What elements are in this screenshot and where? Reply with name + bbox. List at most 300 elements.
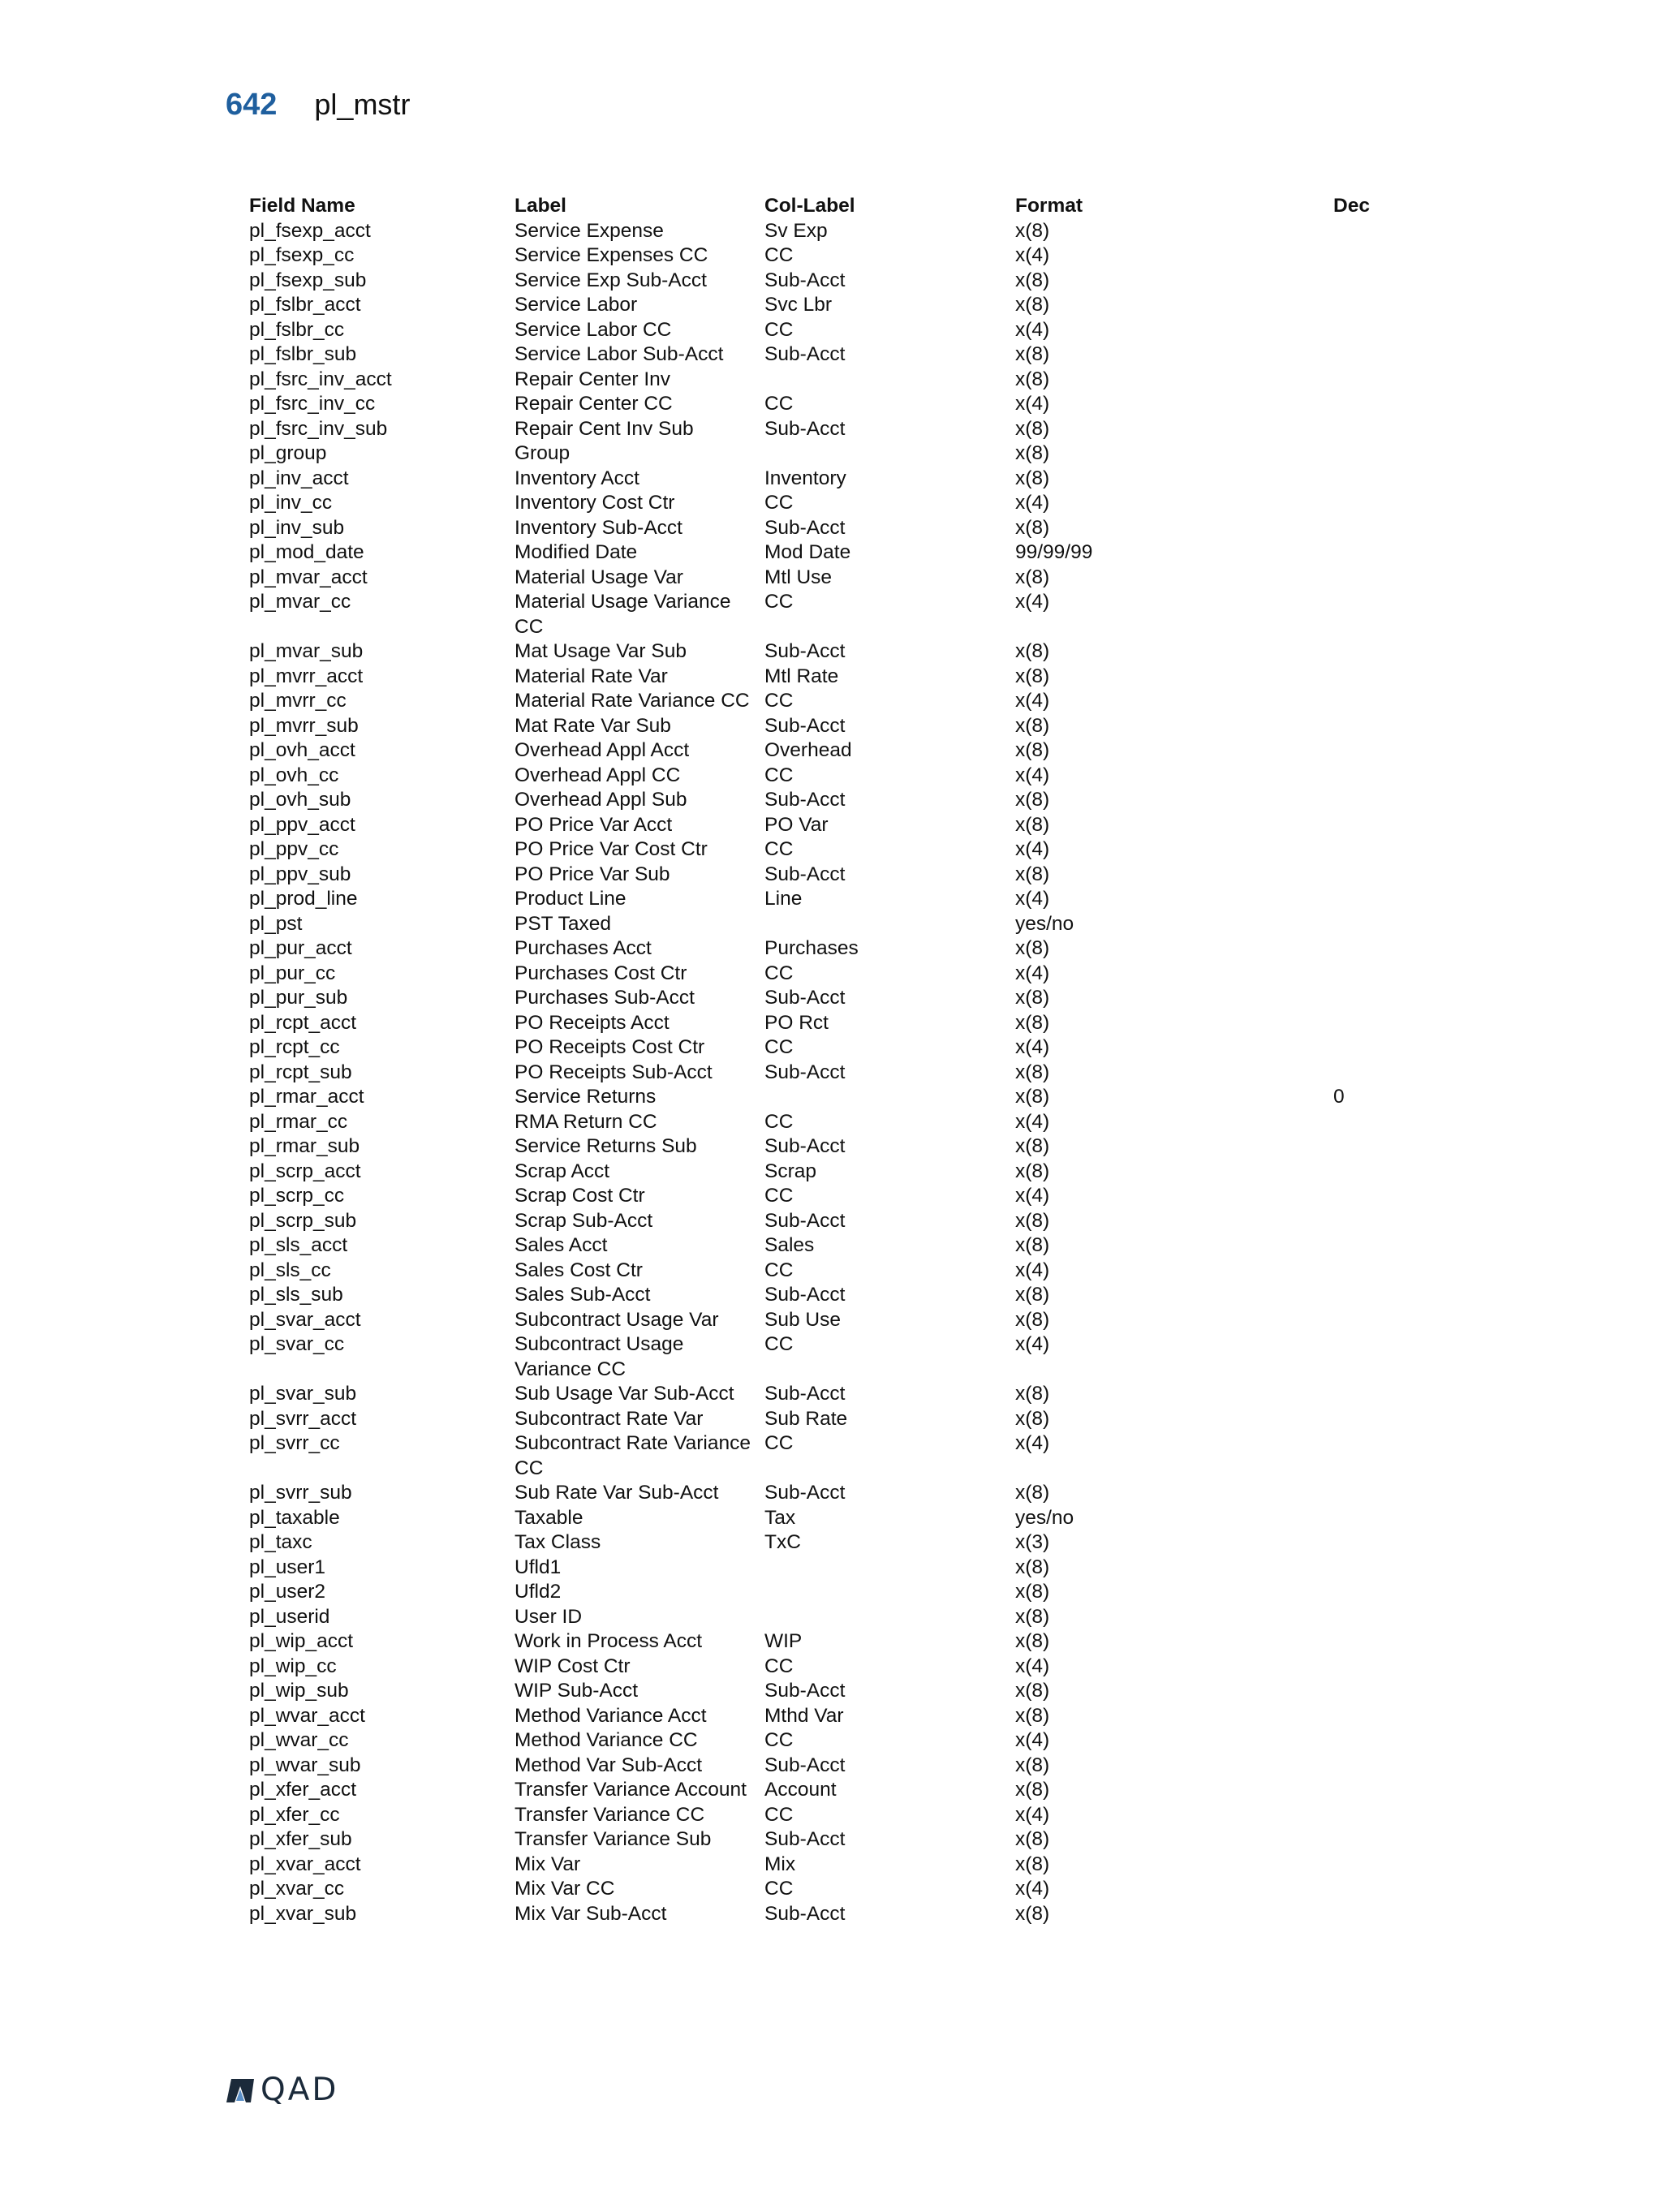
cell-label: Sales Cost Ctr [515, 1259, 643, 1281]
cell-dec [1333, 1134, 1385, 1160]
table-row [249, 837, 1385, 863]
cell-col-label: PO Var [764, 813, 829, 836]
cell-col-label: Inventory [764, 467, 846, 489]
cell-field-name: pl_svrr_cc [249, 1432, 340, 1454]
table-row [249, 1679, 1385, 1704]
cell-format: x(8) [1015, 566, 1050, 588]
cell-field-name: pl_xfer_sub [249, 1828, 352, 1850]
cell-label: Mix Var CC [515, 1878, 615, 1900]
cell-label: WIP Sub-Acct [515, 1680, 639, 1702]
cell-col-label: Mtl Use [764, 566, 833, 588]
cell-field-name: pl_mvrr_acct [249, 665, 364, 687]
cell-format: x(8) [1015, 1209, 1050, 1232]
cell-col-label [764, 441, 1015, 467]
cell-format: x(4) [1015, 1878, 1050, 1900]
cell-col-label [764, 1085, 1015, 1110]
cell-label: Overhead Appl CC [515, 764, 681, 786]
cell-col-label: Sv Exp [764, 219, 828, 242]
cell-col-label: Sub-Acct [764, 1902, 846, 1925]
cell-dec [1333, 1877, 1385, 1902]
cell-dec [1333, 368, 1385, 393]
cell-format: x(8) [1015, 1556, 1050, 1578]
cell-format: x(4) [1015, 1655, 1050, 1677]
cell-col-label: TxC [764, 1531, 801, 1553]
cell-dec [1333, 1061, 1385, 1086]
cell-dec [1333, 689, 1385, 714]
cell-field-name: pl_xvar_acct [249, 1853, 361, 1875]
cell-format: x(4) [1015, 1333, 1050, 1355]
table-row [249, 540, 1385, 566]
cell-format: x(8) [1015, 665, 1050, 687]
cell-dec [1333, 1407, 1385, 1432]
page-title: pl_mstr [314, 88, 411, 121]
cell-col-label: Sub-Acct [764, 1061, 846, 1083]
cell-format: x(4) [1015, 1803, 1050, 1826]
table-row [249, 936, 1385, 962]
cell-format: 99/99/99 [1015, 541, 1093, 563]
cell-format: x(8) [1015, 417, 1050, 440]
cell-dec [1333, 1011, 1385, 1036]
cell-label: Overhead Appl Sub [515, 789, 687, 811]
cell-format: x(8) [1015, 714, 1050, 737]
cell-dec [1333, 1184, 1385, 1209]
cell-field-name: pl_user1 [249, 1556, 325, 1578]
table-row [249, 1827, 1385, 1853]
cell-label: Service Expenses CC [515, 244, 708, 266]
cell-col-label: Sales [764, 1234, 815, 1256]
qad-logo-icon [225, 2076, 256, 2104]
cell-dec [1333, 665, 1385, 690]
table-row [249, 1530, 1385, 1556]
cell-label: Service Expense [515, 219, 664, 242]
table-row [249, 1407, 1385, 1432]
table-row [249, 1629, 1385, 1655]
cell-dec [1333, 417, 1385, 442]
cell-label: Group [515, 442, 571, 464]
cell-dec [1333, 1233, 1385, 1259]
cell-format: x(8) [1015, 1779, 1050, 1801]
cell-format: x(8) [1015, 1680, 1050, 1702]
column-header-col-label: Col-Label [764, 195, 855, 217]
cell-field-name: pl_wvar_sub [249, 1754, 361, 1776]
cell-label: Purchases Sub-Acct [515, 987, 695, 1009]
cell-dec [1333, 912, 1385, 937]
cell-field-name: pl_rcpt_acct [249, 1011, 357, 1034]
cell-col-label: Mix [764, 1853, 796, 1875]
cell-label: PO Receipts Sub-Acct [515, 1061, 713, 1083]
cell-label: Purchases Cost Ctr [515, 962, 687, 984]
cell-dec [1333, 1110, 1385, 1135]
cell-dec [1333, 1655, 1385, 1680]
cell-label: Subcontract Usage Var [515, 1308, 719, 1331]
table-body [249, 219, 1385, 1927]
cell-format: x(8) [1015, 368, 1050, 390]
cell-format: x(8) [1015, 1853, 1050, 1875]
cell-col-label: Sub-Acct [764, 1284, 846, 1306]
table-row [249, 1754, 1385, 1779]
field-table [249, 194, 1385, 1926]
table-row [249, 1011, 1385, 1036]
cell-col-label: Sub-Acct [764, 863, 846, 885]
cell-field-name: pl_mvrr_sub [249, 714, 359, 737]
cell-col-label: Sub-Acct [764, 1754, 846, 1776]
cell-dec [1333, 219, 1385, 244]
cell-dec [1333, 1209, 1385, 1234]
cell-field-name: pl_inv_acct [249, 467, 349, 489]
cell-label: PO Price Var Sub [515, 863, 670, 885]
cell-col-label: Sub Use [764, 1308, 841, 1331]
cell-format: x(8) [1015, 1754, 1050, 1776]
cell-dec [1333, 1728, 1385, 1754]
cell-col-label: Sub-Acct [764, 789, 846, 811]
cell-format: x(8) [1015, 1482, 1050, 1504]
cell-label: Inventory Sub-Acct [515, 516, 682, 539]
cell-dec [1333, 540, 1385, 566]
cell-field-name: pl_sls_cc [249, 1259, 331, 1281]
cell-dec [1333, 1803, 1385, 1828]
cell-format: x(8) [1015, 987, 1050, 1009]
table-row [249, 738, 1385, 764]
table-row [249, 1134, 1385, 1160]
cell-label: Material Usage Var [515, 566, 683, 588]
cell-label: Mix Var [515, 1853, 581, 1875]
cell-field-name: pl_mvar_cc [249, 591, 351, 613]
cell-dec [1333, 1259, 1385, 1284]
table-row [249, 342, 1385, 368]
cell-col-label: CC [764, 1185, 794, 1207]
cell-label: Product Line [515, 888, 626, 910]
cell-label: User ID [515, 1605, 583, 1628]
cell-col-label: Line [764, 888, 803, 910]
table-row [249, 1556, 1385, 1581]
cell-label: Overhead Appl Acct [515, 739, 690, 761]
cell-dec [1333, 1035, 1385, 1061]
table-row [249, 590, 1385, 639]
cell-dec [1333, 342, 1385, 368]
cell-label: Sales Sub-Acct [515, 1284, 651, 1306]
cell-dec [1333, 936, 1385, 962]
cell-col-label: Tax [764, 1506, 796, 1529]
cell-format: x(8) [1015, 1902, 1050, 1925]
table-row [249, 467, 1385, 492]
cell-format: x(8) [1015, 1308, 1050, 1331]
cell-label: WIP Cost Ctr [515, 1655, 631, 1677]
cell-col-label: Sub-Acct [764, 1828, 846, 1850]
cell-field-name: pl_inv_cc [249, 492, 333, 514]
cell-col-label: CC [764, 1333, 794, 1355]
cell-field-name: pl_svar_cc [249, 1333, 345, 1355]
cell-col-label: CC [764, 962, 794, 984]
cell-dec [1333, 1332, 1385, 1382]
cell-label: Subcontract Usage Variance CC [515, 1333, 684, 1380]
cell-field-name: pl_rmar_sub [249, 1135, 360, 1157]
cell-format: yes/no [1015, 1506, 1074, 1529]
cell-label: Transfer Variance Account [515, 1779, 747, 1801]
table-row [249, 441, 1385, 467]
cell-dec [1333, 738, 1385, 764]
cell-dec [1333, 837, 1385, 863]
table-row [249, 1853, 1385, 1878]
cell-label: Method Variance Acct [515, 1704, 707, 1727]
cell-col-label: Sub-Acct [764, 1209, 846, 1232]
cell-dec [1333, 863, 1385, 888]
cell-field-name: pl_user2 [249, 1581, 325, 1603]
cell-dec [1333, 1160, 1385, 1185]
cell-label: Ufld1 [515, 1556, 562, 1578]
table-row [249, 986, 1385, 1011]
cell-field-name: pl_scrp_cc [249, 1185, 345, 1207]
table-row [249, 1778, 1385, 1803]
cell-col-label: Purchases [764, 937, 859, 959]
table-row [249, 1160, 1385, 1185]
cell-format: x(8) [1015, 1828, 1050, 1850]
table-row [249, 788, 1385, 813]
cell-format: x(4) [1015, 962, 1050, 984]
cell-field-name: pl_svrr_sub [249, 1482, 352, 1504]
qad-logo [225, 2072, 338, 2108]
cell-col-label [764, 1605, 1015, 1630]
cell-field-name: pl_svrr_acct [249, 1407, 357, 1430]
cell-format: yes/no [1015, 912, 1074, 935]
cell-field-name: pl_wvar_acct [249, 1704, 365, 1727]
table-row [249, 1209, 1385, 1234]
table-row [249, 1506, 1385, 1531]
table-row [249, 1035, 1385, 1061]
cell-dec [1333, 243, 1385, 269]
cell-format: x(4) [1015, 1185, 1050, 1207]
cell-label: Mat Usage Var Sub [515, 640, 687, 662]
cell-label: Method Var Sub-Acct [515, 1754, 703, 1776]
cell-dec [1333, 1382, 1385, 1407]
cell-col-label: CC [764, 838, 794, 860]
cell-label: Scrap Cost Ctr [515, 1185, 645, 1207]
cell-col-label: Scrap [764, 1160, 817, 1182]
cell-col-label: CC [764, 244, 794, 266]
table-row [249, 1382, 1385, 1407]
cell-format: x(8) [1015, 1011, 1050, 1034]
cell-format: x(4) [1015, 318, 1050, 341]
cell-col-label: Sub-Acct [764, 987, 846, 1009]
cell-col-label: Sub-Acct [764, 269, 846, 291]
cell-col-label: CC [764, 764, 794, 786]
cell-label: Purchases Acct [515, 937, 652, 959]
cell-format: x(4) [1015, 393, 1050, 415]
cell-format: x(4) [1015, 764, 1050, 786]
table-row [249, 1259, 1385, 1284]
table-row [249, 1061, 1385, 1086]
column-header-field-name: Field Name [249, 195, 355, 217]
cell-col-label: WIP [764, 1630, 803, 1652]
cell-format: x(8) [1015, 294, 1050, 316]
cell-dec [1333, 1754, 1385, 1779]
cell-format: x(8) [1015, 1234, 1050, 1256]
cell-field-name: pl_userid [249, 1605, 330, 1628]
cell-label: Tax Class [515, 1531, 601, 1553]
cell-label: Repair Center Inv [515, 368, 671, 390]
cell-label: Work in Process Acct [515, 1630, 703, 1652]
cell-format: x(8) [1015, 343, 1050, 365]
logo-text: QAD [260, 2072, 339, 2108]
cell-field-name: pl_mod_date [249, 541, 364, 563]
cell-label: RMA Return CC [515, 1110, 657, 1133]
table-row [249, 1704, 1385, 1729]
cell-field-name: pl_scrp_acct [249, 1160, 361, 1182]
cell-format: x(4) [1015, 244, 1050, 266]
cell-dec [1333, 491, 1385, 516]
cell-dec [1333, 1853, 1385, 1878]
cell-field-name: pl_ppv_sub [249, 863, 351, 885]
cell-field-name: pl_mvar_sub [249, 640, 364, 662]
cell-dec [1333, 1827, 1385, 1853]
cell-dec: 0 [1333, 1086, 1345, 1108]
cell-col-label: Mod Date [764, 541, 851, 563]
cell-dec [1333, 1530, 1385, 1556]
cell-field-name: pl_group [249, 442, 327, 464]
cell-format: x(8) [1015, 1581, 1050, 1603]
cell-label: Service Labor [515, 294, 638, 316]
table-row [249, 1283, 1385, 1308]
table-row [249, 1233, 1385, 1259]
cell-format: x(8) [1015, 863, 1050, 885]
cell-col-label: Mtl Rate [764, 665, 839, 687]
cell-format: x(4) [1015, 838, 1050, 860]
cell-col-label: Sub-Acct [764, 1680, 846, 1702]
cell-dec [1333, 1778, 1385, 1803]
cell-field-name: pl_xvar_cc [249, 1878, 345, 1900]
cell-format: x(8) [1015, 1160, 1050, 1182]
cell-label: PO Price Var Cost Ctr [515, 838, 708, 860]
cell-dec [1333, 318, 1385, 343]
cell-col-label: Sub Rate [764, 1407, 848, 1430]
cell-label: Sales Acct [515, 1234, 608, 1256]
cell-col-label: CC [764, 1729, 794, 1751]
cell-format: x(4) [1015, 1110, 1050, 1133]
cell-label: Material Usage Variance CC [515, 591, 731, 638]
cell-dec [1333, 639, 1385, 665]
cell-label: Inventory Cost Ctr [515, 492, 675, 514]
cell-col-label: Sub-Acct [764, 1482, 846, 1504]
table-row [249, 912, 1385, 937]
table-row [249, 1803, 1385, 1828]
cell-col-label: PO Rct [764, 1011, 829, 1034]
cell-col-label: Sub-Acct [764, 1135, 846, 1157]
cell-dec [1333, 392, 1385, 417]
cell-field-name: pl_wvar_cc [249, 1729, 349, 1751]
table-row [249, 1902, 1385, 1927]
cell-dec [1333, 1605, 1385, 1630]
cell-dec [1333, 467, 1385, 492]
cell-col-label: CC [764, 1432, 794, 1454]
cell-label: Transfer Variance CC [515, 1803, 705, 1826]
cell-field-name: pl_pur_sub [249, 987, 348, 1009]
table-row [249, 764, 1385, 789]
cell-format: x(8) [1015, 789, 1050, 811]
cell-dec [1333, 788, 1385, 813]
table-row [249, 269, 1385, 294]
cell-dec [1333, 1431, 1385, 1481]
cell-col-label: Mthd Var [764, 1704, 844, 1727]
cell-field-name: pl_scrp_sub [249, 1209, 357, 1232]
cell-label: PST Taxed [515, 912, 611, 935]
cell-format: x(4) [1015, 591, 1050, 613]
cell-col-label: CC [764, 1036, 794, 1058]
table-row [249, 1655, 1385, 1680]
cell-dec [1333, 986, 1385, 1011]
cell-field-name: pl_pst [249, 912, 303, 935]
cell-label: Material Rate Variance CC [515, 690, 750, 712]
cell-dec [1333, 962, 1385, 987]
cell-dec [1333, 714, 1385, 739]
cell-format: x(8) [1015, 1086, 1050, 1108]
cell-format: x(8) [1015, 1630, 1050, 1652]
cell-field-name: pl_fsexp_sub [249, 269, 367, 291]
table-row [249, 1431, 1385, 1481]
cell-format: x(3) [1015, 1531, 1050, 1553]
cell-field-name: pl_sls_acct [249, 1234, 348, 1256]
table-header-row [249, 194, 1385, 219]
cell-field-name: pl_ppv_acct [249, 813, 355, 836]
table-row [249, 639, 1385, 665]
table-row [249, 962, 1385, 987]
cell-format: x(4) [1015, 492, 1050, 514]
cell-label: PO Receipts Cost Ctr [515, 1036, 705, 1058]
cell-format: x(8) [1015, 467, 1050, 489]
cell-format: x(4) [1015, 1036, 1050, 1058]
table-row [249, 392, 1385, 417]
table-row [249, 293, 1385, 318]
cell-dec [1333, 1556, 1385, 1581]
cell-col-label: CC [764, 1110, 794, 1133]
cell-field-name: pl_pur_cc [249, 962, 336, 984]
column-header-label: Label [515, 195, 566, 217]
table-row [249, 714, 1385, 739]
cell-label: Repair Cent Inv Sub [515, 417, 694, 440]
cell-field-name: pl_svar_sub [249, 1383, 357, 1405]
cell-field-name: pl_xfer_cc [249, 1803, 340, 1826]
cell-field-name: pl_ovh_sub [249, 789, 351, 811]
cell-field-name: pl_fslbr_sub [249, 343, 357, 365]
table-row [249, 1308, 1385, 1333]
cell-field-name: pl_ovh_cc [249, 764, 339, 786]
table-row [249, 689, 1385, 714]
cell-label: Subcontract Rate Variance CC [515, 1432, 751, 1479]
cell-label: Service Returns [515, 1086, 657, 1108]
cell-field-name: pl_svar_acct [249, 1308, 361, 1331]
cell-field-name: pl_xfer_acct [249, 1779, 357, 1801]
cell-dec [1333, 516, 1385, 541]
cell-format: x(8) [1015, 640, 1050, 662]
cell-label: Mat Rate Var Sub [515, 714, 671, 737]
cell-col-label: Overhead [764, 739, 852, 761]
cell-dec [1333, 1704, 1385, 1729]
cell-format: x(4) [1015, 690, 1050, 712]
cell-field-name: pl_ppv_cc [249, 838, 339, 860]
cell-col-label [764, 1580, 1015, 1605]
cell-field-name: pl_pur_acct [249, 937, 352, 959]
cell-col-label: CC [764, 1259, 794, 1281]
cell-dec [1333, 1679, 1385, 1704]
cell-field-name: pl_rcpt_sub [249, 1061, 352, 1083]
cell-label: Inventory Acct [515, 467, 639, 489]
page-header [226, 88, 410, 136]
cell-dec [1333, 1580, 1385, 1605]
cell-col-label: CC [764, 393, 794, 415]
cell-dec [1333, 441, 1385, 467]
cell-dec [1333, 1308, 1385, 1333]
cell-label: Transfer Variance Sub [515, 1828, 712, 1850]
column-header-format: Format [1015, 195, 1083, 217]
table-row [249, 665, 1385, 690]
